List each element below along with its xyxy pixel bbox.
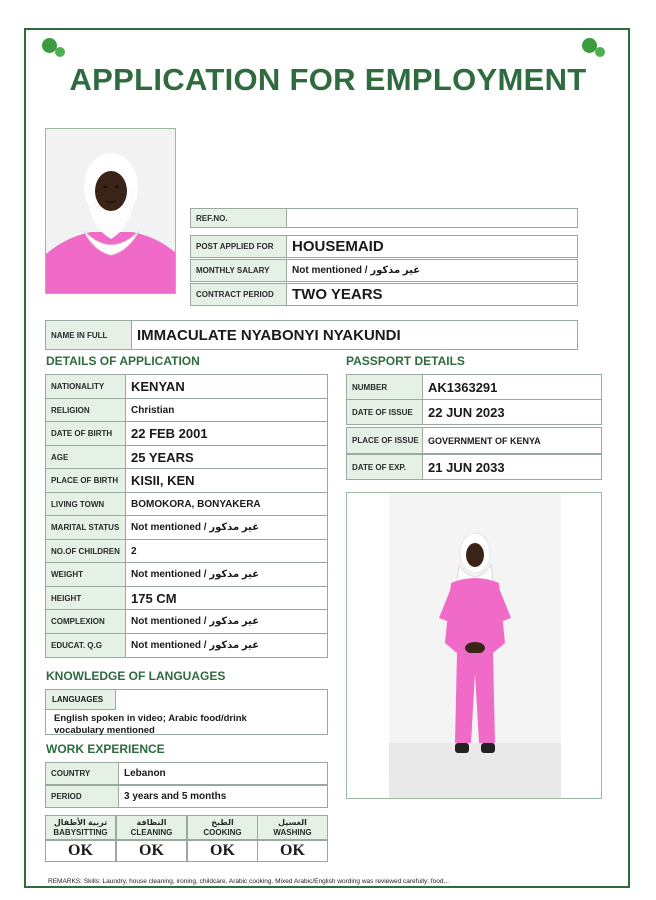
application-row-label: RELIGION [46,399,126,422]
languages-value: English spoken in video; Arabic food/drink vocabulary mentioned [54,713,247,736]
remarks-text: REMARKS: Skills: Laundry, house cleaning, ironing, childcare, Arabic cooking. Mixed Arabic/English wording was reviewed carefully; food... [48,878,449,885]
application-row [45,633,328,658]
application-row-value: 22 FEB 2001 [131,426,208,441]
application-row [45,492,328,517]
application-row-value: Not mentioned / غير مذكور [131,569,260,580]
application-row-value: Not mentioned / غير مذكور [131,522,260,533]
skill-arabic: تربية الأطفال [53,818,108,827]
skill-english: CLEANING [130,828,173,837]
skill-header [116,815,187,840]
skill-value: OK [116,840,187,862]
application-row [45,609,328,634]
application-row-label: WEIGHT [46,563,126,586]
application-row-label: NATIONALITY [46,375,126,398]
passport-row [346,427,602,454]
application-row-label: PLACE OF BIRTH [46,469,126,492]
application-row-value: KISII, KEN [131,473,195,488]
skill-value: OK [257,840,328,862]
contract-period-row [190,283,578,306]
full-name-row [45,320,578,350]
page-title: APPLICATION FOR EMPLOYMENT [69,62,587,97]
application-row-value: BOMOKORA, BONYAKERA [131,499,261,510]
post-applied-row [190,235,578,258]
passport-row-value: GOVERNMENT OF KENYA [428,435,541,446]
application-row [45,421,328,446]
application-row-label: NO.OF CHILDREN [46,540,126,563]
application-row-value: 175 CM [131,591,177,606]
ref-no-label: REF.NO. [191,209,287,227]
application-row-label: AGE [46,446,126,469]
period-label: PERIOD [46,786,119,807]
contract-period-value: TWO YEARS [292,286,383,303]
skill-english: COOKING [203,828,242,837]
headshot-photo [45,128,176,294]
passport-row [346,374,602,400]
application-row [45,374,328,399]
monthly-salary-value: Not mentioned / غير مذكور [292,265,421,276]
skill-header [187,815,258,840]
application-row-label: MARITAL STATUS [46,516,126,539]
skill-header [45,815,116,840]
passport-row-label: NUMBER [347,375,423,399]
passport-row-value: 22 JUN 2023 [428,404,505,420]
skill-value: OK [187,840,258,862]
passport-row-label: DATE OF EXP. [347,455,423,479]
application-row [45,468,328,493]
full-body-photo [346,492,602,799]
application-row [45,515,328,540]
skill-header [257,815,328,840]
application-row-value: Not mentioned / غير مذكور [131,640,260,651]
full-name-value: IMMACULATE NYABONYI NYAKUNDI [137,326,401,344]
skill-arabic: الطبخ [211,818,234,827]
languages-heading: KNOWLEDGE OF LANGUAGES [46,669,226,683]
application-row [45,398,328,423]
application-row-label: LIVING TOWN [46,493,126,516]
skill-arabic: الغسيل [278,818,307,827]
country-label: COUNTRY [46,763,119,784]
application-row-value: 2 [131,546,137,557]
application-row-label: HEIGHT [46,587,126,610]
application-row [45,445,328,470]
passport-row-value: 21 JUN 2033 [428,459,505,475]
monthly-salary-label: MONTHLY SALARY [191,260,287,281]
ref-no-row [190,208,578,228]
application-row [45,562,328,587]
passport-row-label: PLACE OF ISSUE [347,428,423,453]
application-row-label: DATE OF BIRTH [46,422,126,445]
application-row-value: Christian [131,405,175,416]
application-heading: DETAILS OF APPLICATION [46,354,200,368]
application-row-label: EDUCAT. Q.G [46,634,126,657]
application-row-value: Not mentioned / غير مذكور [131,616,260,627]
skill-value: OK [45,840,116,862]
experience-heading: WORK EXPERIENCE [46,742,165,756]
period-value: 3 years and 5 months [124,791,227,802]
contract-period-label: CONTRACT PERIOD [191,284,287,305]
skill-english: BABYSITTING [53,828,108,837]
application-row-label: COMPLEXION [46,610,126,633]
period-row [45,785,328,808]
passport-row [346,399,602,425]
passport-heading: PASSPORT DETAILS [346,354,465,368]
application-row [45,586,328,611]
ref-no-value [287,209,577,227]
monthly-salary-row [190,259,578,282]
languages-label: LANGUAGES [46,690,116,710]
passport-row-label: DATE OF ISSUE [347,400,423,424]
skill-english: WASHING [273,828,312,837]
skill-arabic: النظافة [136,818,167,827]
country-value: Lebanon [124,768,166,779]
full-name-label: NAME IN FULL [46,321,132,349]
passport-row [346,454,602,480]
application-row [45,539,328,564]
application-row-value: KENYAN [131,379,185,394]
application-row-value: 25 YEARS [131,450,194,465]
passport-row-value: AK1363291 [428,379,498,395]
post-applied-value: HOUSEMAID [292,238,384,255]
post-applied-label: POST APPLIED FOR [191,236,287,257]
languages-box [45,689,328,735]
country-row [45,762,328,785]
